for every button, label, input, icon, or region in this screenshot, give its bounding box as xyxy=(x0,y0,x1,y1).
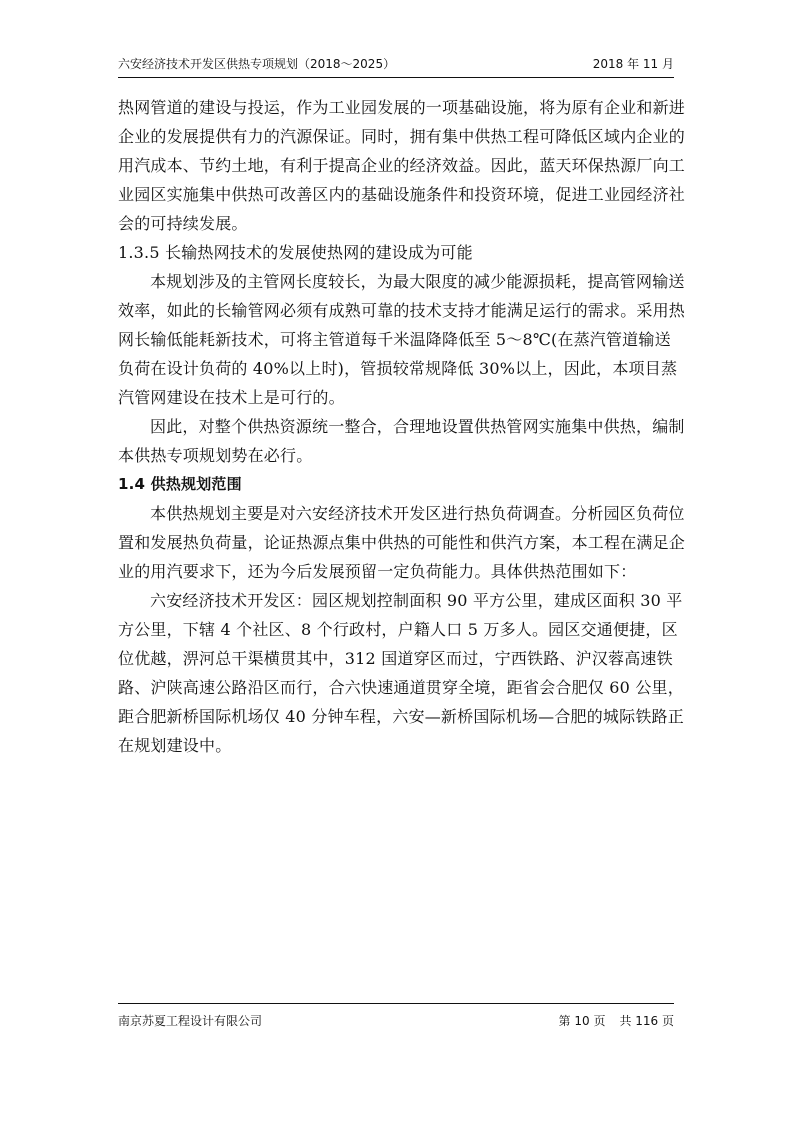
paragraph-zone-overview: 六安经济技术开发区：园区规划控制面积 90 平方公里，建成区面积 30 平方公里，下辖 4 个社区、8 个行政村，户籍人口 5 万多人。园区交通便捷，区位优越，淠河总干渠横贯其中，312 国道穿区而过，宁西铁路、沪汉蓉高速铁路、沪陕高速公路沿区而行，合六快速通道贯穿全境，距省会合肥仅 60 公里，距合肥新桥国际机场仅 40 分钟车程，六安—新桥国际机场—合肥的城际铁路正在规划建设中。 xyxy=(118,591,684,755)
document-title: 六安经济技术开发区供热专项规划（2018～2025） xyxy=(118,57,396,71)
page-body xyxy=(118,93,686,760)
paragraph-plan-scope: 本供热规划主要是对六安经济技术开发区进行热负荷调查。分析园区负荷位置和发展热负荷量，论证热源点集中供热的可能性和供汽方案，本工程在满足企业的用汽要求下，还为今后发展预留一定负荷能力。具体供热范围如下： xyxy=(118,504,686,581)
total-pages: 共 116 页 xyxy=(619,1014,674,1028)
paragraph-plan-necessity: 因此，对整个供热资源统一整合，合理地设置供热管网实施集中供热，编制本供热专项规划势在必行。 xyxy=(118,417,685,465)
paragraph-heating-network-benefits: 热网管道的建设与投运，作为工业园发展的一项基础设施，将为原有企业和新进企业的发展提供有力的汽源保证。同时，拥有集中供热工程可降低区域内企业的用汽成本、节约土地，有利于提高企业的经济效益。因此，蓝天环保热源厂向工业园区实施集中供热可改善区内的基础设施条件和投资环境，促进工业园经济社会的可持续发展。 xyxy=(118,98,686,233)
document-date: 2018 年 11 月 xyxy=(592,57,674,71)
paragraph-long-distance-network: 本规划涉及的主管网长度较长，为最大限度的减少能源损耗，提高管网输送效率，如此的长输管网必须有成熟可靠的技术支持才能满足运行的需求。采用热网长输低能耗新技术，可将主管道每千米温降降低至 5～8℃(在蒸汽管道输送负荷在设计负荷的 40%以上时)，管损较常规降低 30%以上，因此，本项目蒸汽管网建设在技术上是可行的。 xyxy=(118,272,686,407)
subsection-heading-1-3-5: 1.3.5 长输热网技术的发展使热网的建设成为可能 xyxy=(118,243,473,262)
company-name: 南京苏夏工程设计有限公司 xyxy=(118,1014,263,1028)
page-header xyxy=(118,55,674,78)
current-page: 第 10 页 xyxy=(558,1014,606,1028)
section-heading-1-4: 1.4 供热规划范围 xyxy=(118,475,242,493)
page-footer xyxy=(118,1003,674,1029)
page-numbering xyxy=(559,1012,674,1029)
